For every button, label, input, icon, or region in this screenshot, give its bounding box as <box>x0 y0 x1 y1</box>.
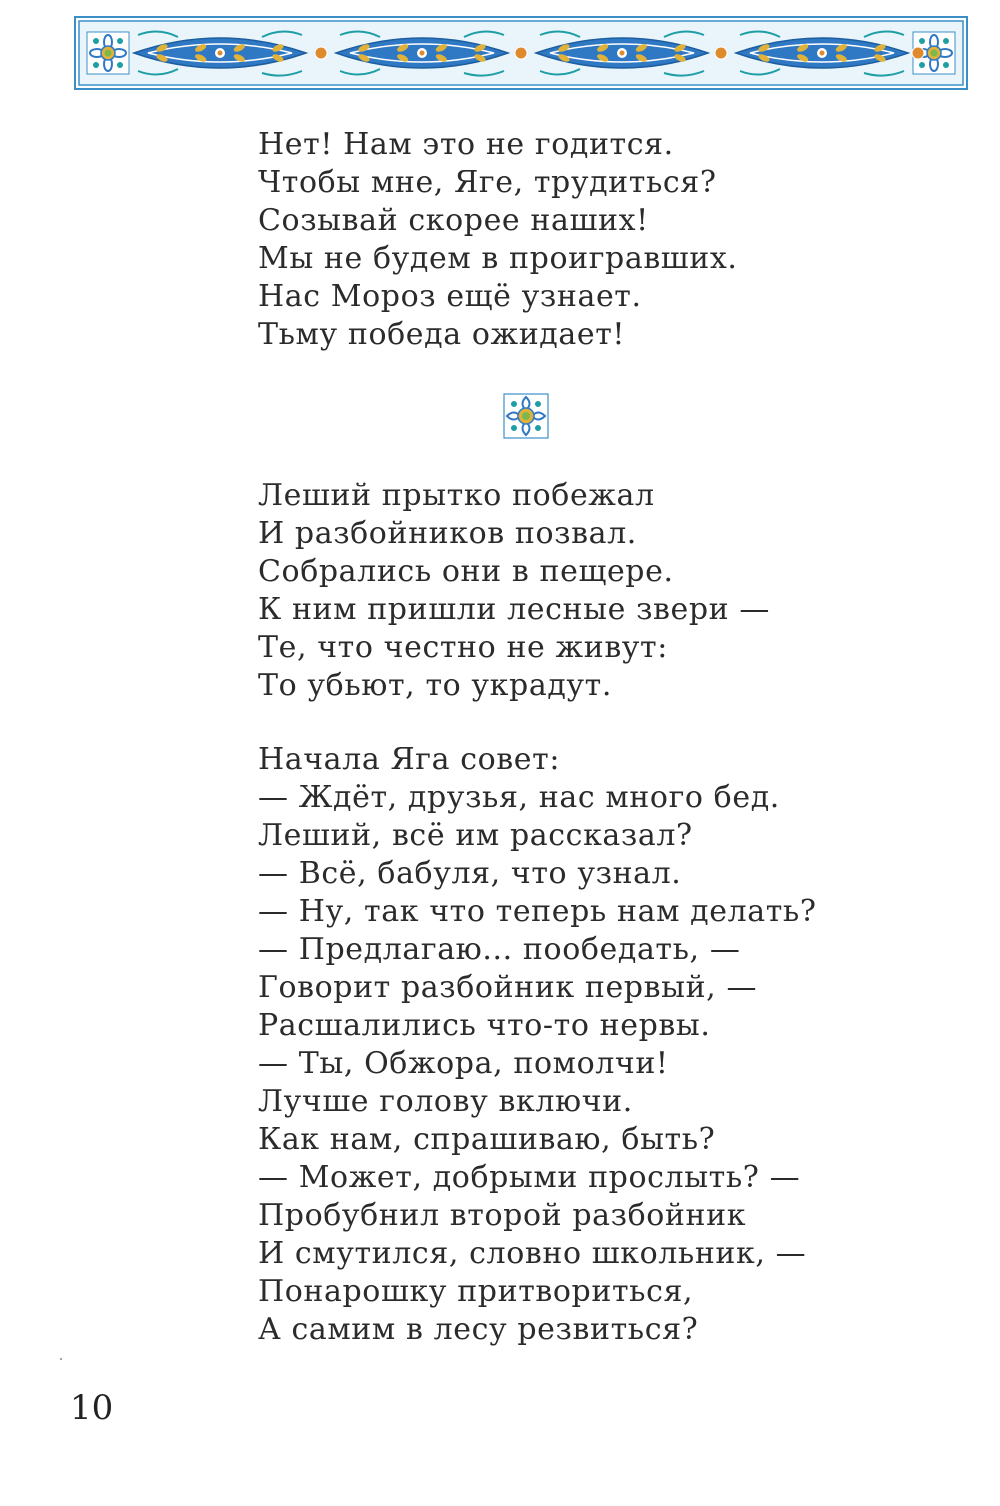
page-number: 10 <box>70 1388 114 1428</box>
verse-line: Лучше голову включи. <box>258 1084 633 1119</box>
verse-line: — Ты, Обжора, помолчи! <box>258 1046 669 1081</box>
verse-line: То убьют, то украдут. <box>258 668 612 703</box>
verse-line: К ним пришли лесные звери — <box>258 592 771 627</box>
verse-line: — Всё, бабуля, что узнал. <box>258 856 682 891</box>
verse-line: — Ждёт, друзья, нас много бед. <box>258 780 780 815</box>
verse-line: И разбойников позвал. <box>258 516 637 551</box>
rosette-divider-icon <box>503 393 549 439</box>
ornamental-border-icon <box>74 16 968 90</box>
verse-line: Те, что честно не живут: <box>258 630 668 665</box>
verse-line: Чтобы мне, Яге, трудиться? <box>258 165 717 200</box>
verse-line: Говорит разбойник первый, — <box>258 970 758 1005</box>
verse-line: Понарошку притвориться, <box>258 1274 694 1309</box>
print-speck <box>60 1358 62 1360</box>
verse-line: А самим в лесу резвиться? <box>258 1312 699 1347</box>
verse-line: — Ну, так что теперь нам делать? <box>258 894 817 929</box>
verse-line: И смутился, словно школьник, — <box>258 1236 807 1271</box>
verse-line: Мы не будем в проигравших. <box>258 241 738 276</box>
verse-line: Пробубнил второй разбойник <box>258 1198 747 1233</box>
verse-line: Нет! Нам это не годится. <box>258 127 674 162</box>
verse-line: Тьму победа ожидает! <box>258 317 626 352</box>
stanza-1 <box>258 126 738 354</box>
verse-line: — Предлагаю... пообедать, — <box>258 932 741 967</box>
verse-line: Леший, всё им рассказал? <box>258 818 693 853</box>
verse-line: Как нам, спрашиваю, быть? <box>258 1122 716 1157</box>
verse-line: Начала Яга совет: <box>258 742 561 777</box>
verse-line: Нас Мороз ещё узнает. <box>258 279 642 314</box>
stanza-3 <box>258 741 817 1349</box>
verse-line: Собрались они в пещере. <box>258 554 674 589</box>
verse-line: Расшалились что-то нервы. <box>258 1008 711 1043</box>
verse-line: Леший прытко побежал <box>258 478 655 513</box>
verse-line: — Может, добрыми прослыть? — <box>258 1160 801 1195</box>
stanza-2 <box>258 477 770 705</box>
verse-line: Созывай скорее наших! <box>258 203 649 238</box>
